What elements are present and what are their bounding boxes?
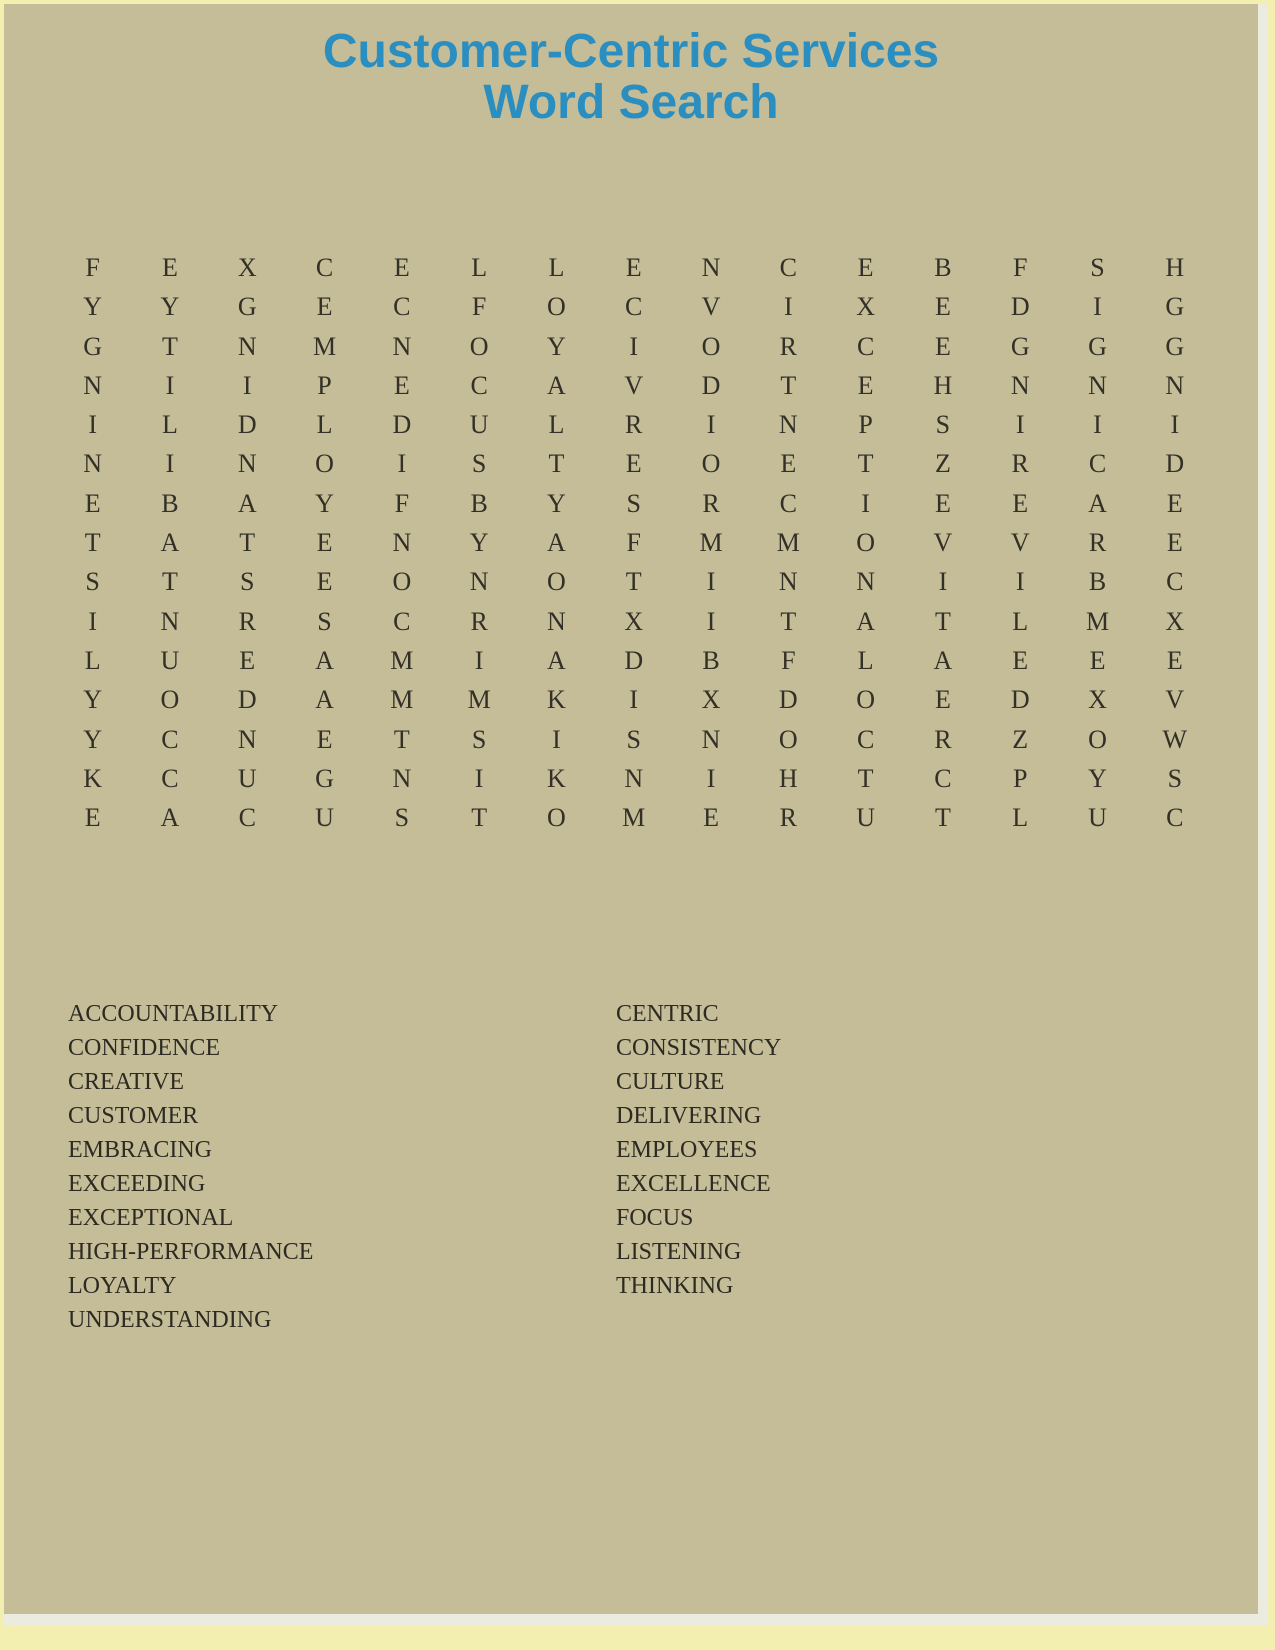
- grid-letter: N: [856, 567, 875, 597]
- title-line-2: Word Search: [483, 76, 779, 129]
- grid-letter: I: [397, 449, 407, 479]
- grid-letter: O: [1088, 724, 1107, 754]
- grid-letter: S: [471, 449, 487, 479]
- grid-row: [54, 327, 1214, 366]
- grid-letter: A: [160, 803, 180, 833]
- grid-letter: T: [239, 528, 256, 558]
- grid-letter: N: [83, 449, 103, 479]
- grid-letter: U: [856, 803, 875, 833]
- grid-letter: T: [625, 567, 642, 597]
- grid-letter: C: [470, 370, 488, 400]
- grid-letter: C: [161, 763, 179, 793]
- grid-letter: E: [934, 331, 951, 361]
- grid-letter: O: [392, 567, 412, 597]
- grid-letter: G: [1088, 331, 1107, 361]
- grid-letter: E: [857, 253, 874, 282]
- grid-letter: N: [392, 763, 412, 793]
- grid-letter: N: [547, 606, 566, 636]
- grid-letter: I: [629, 685, 639, 715]
- grid-letter: R: [779, 331, 797, 361]
- word-list-item: ACCOUNTABILITY: [68, 1001, 279, 1027]
- grid-letter: G: [1165, 292, 1185, 322]
- grid-letter: U: [237, 763, 257, 793]
- grid-letter: F: [471, 292, 487, 322]
- grid-letter: I: [88, 606, 97, 636]
- grid-letter: K: [83, 763, 103, 793]
- word-list-item: HIGH-PERFORMANCE: [68, 1239, 314, 1265]
- grid-letter: S: [471, 724, 487, 754]
- grid-letter: L: [1012, 606, 1029, 636]
- grid-letter: C: [315, 253, 334, 282]
- grid-letter: S: [240, 567, 255, 597]
- grid-letter: M: [1085, 606, 1110, 636]
- grid-letter: I: [706, 567, 716, 597]
- grid-letter: D: [237, 410, 257, 440]
- grid-letter: V: [1165, 685, 1185, 715]
- grid-row: [54, 602, 1214, 641]
- grid-letter: I: [783, 292, 793, 322]
- word-list-item: CENTRIC: [616, 1001, 719, 1027]
- grid-letter: N: [237, 724, 257, 754]
- grid-letter: C: [161, 724, 179, 754]
- worksheet-page: [4, 4, 1268, 1626]
- grid-letter: F: [781, 645, 796, 675]
- grid-letter: R: [1011, 449, 1029, 479]
- grid-letter: C: [779, 488, 797, 518]
- grid-letter: B: [702, 645, 720, 675]
- grid-letter: E: [934, 685, 951, 715]
- grid-letter: B: [1088, 567, 1107, 597]
- grid-letter: T: [84, 528, 101, 558]
- grid-letter: I: [474, 645, 484, 675]
- grid-row: [54, 248, 1214, 287]
- grid-letter: O: [547, 292, 566, 322]
- grid-letter: D: [1165, 449, 1185, 479]
- word-list: [68, 997, 1168, 1337]
- grid-letter: E: [934, 292, 951, 322]
- grid-letter: R: [779, 803, 797, 833]
- grid-letter: C: [856, 331, 875, 361]
- grid-letter: A: [315, 645, 334, 675]
- grid-letter: D: [237, 685, 257, 715]
- grid-row: [54, 484, 1214, 523]
- grid-letter: N: [778, 567, 798, 597]
- grid-letter: I: [938, 567, 948, 597]
- grid-letter: D: [701, 370, 721, 400]
- grid-letter: H: [933, 370, 953, 400]
- grid-letter: G: [315, 763, 334, 793]
- grid-letter: U: [1088, 803, 1107, 833]
- grid-letter: T: [857, 449, 874, 479]
- grid-letter: D: [1010, 292, 1030, 322]
- grid-letter: O: [701, 331, 721, 361]
- grid-letter: I: [165, 370, 175, 400]
- grid-letter: D: [624, 645, 644, 675]
- grid-letter: L: [548, 253, 565, 282]
- grid-letter: X: [701, 685, 721, 715]
- grid-letter: E: [316, 292, 333, 322]
- grid-letter: F: [626, 528, 641, 558]
- grid-letter: I: [552, 724, 561, 754]
- grid-letter: S: [935, 410, 951, 440]
- word-list-item: CONSISTENCY: [616, 1035, 782, 1061]
- grid-letter: E: [780, 449, 797, 479]
- grid-letter: E: [703, 803, 719, 833]
- grid-letter: T: [162, 331, 178, 361]
- grid-row: [54, 444, 1214, 483]
- grid-letter: E: [625, 449, 642, 479]
- grid-letter: E: [393, 253, 410, 282]
- grid-letter: T: [934, 803, 951, 833]
- grid-letter: Z: [1012, 724, 1029, 754]
- word-list-item: CUSTOMER: [68, 1103, 199, 1129]
- word-list-item: DELIVERING: [616, 1103, 762, 1129]
- grid-letter: A: [1088, 488, 1107, 518]
- grid-letter: F: [1012, 253, 1028, 282]
- grid-letter: Y: [1088, 763, 1107, 793]
- grid-letter: I: [1093, 410, 1102, 440]
- grid-letter: T: [857, 763, 874, 793]
- grid-letter: N: [237, 331, 257, 361]
- grid-row: [54, 680, 1214, 719]
- grid-row: [54, 720, 1214, 759]
- grid-letter: I: [88, 410, 97, 440]
- grid-letter: N: [160, 606, 180, 636]
- grid-letter: N: [701, 253, 721, 282]
- grid-letter: T: [548, 449, 565, 479]
- grid-letter: M: [776, 528, 800, 558]
- word-list-item: FOCUS: [616, 1205, 694, 1231]
- grid-letter: E: [1166, 645, 1183, 675]
- grid-letter: N: [392, 331, 412, 361]
- grid-letter: C: [779, 253, 797, 282]
- grid-letter: N: [469, 567, 489, 597]
- grid-letter: V: [933, 528, 953, 558]
- grid-letter: E: [316, 724, 333, 754]
- grid-letter: D: [778, 685, 798, 715]
- grid-letter: E: [1166, 488, 1183, 518]
- grid-letter: C: [934, 763, 952, 793]
- letter-grid: [54, 248, 1214, 837]
- page-title: [4, 26, 1258, 128]
- grid-letter: B: [934, 253, 952, 282]
- grid-letter: L: [857, 645, 874, 675]
- grid-letter: R: [470, 606, 488, 636]
- grid-letter: U: [160, 645, 180, 675]
- grid-letter: T: [471, 803, 488, 833]
- grid-letter: T: [162, 567, 178, 597]
- grid-letter: Z: [934, 449, 951, 479]
- grid-letter: K: [547, 685, 566, 715]
- grid-row: [54, 287, 1214, 326]
- grid-letter: A: [933, 645, 953, 675]
- grid-letter: E: [1089, 645, 1106, 675]
- word-list-item: EXCEPTIONAL: [68, 1205, 234, 1231]
- grid-letter: O: [547, 567, 566, 597]
- grid-letter: I: [242, 370, 252, 400]
- grid-letter: P: [858, 410, 873, 440]
- word-list-item: CONFIDENCE: [68, 1035, 221, 1061]
- word-list-item: EMPLOYEES: [616, 1137, 758, 1163]
- grid-letter: N: [624, 763, 644, 793]
- grid-letter: O: [856, 528, 875, 558]
- grid-letter: I: [706, 410, 716, 440]
- grid-letter: I: [861, 488, 870, 518]
- grid-letter: W: [1162, 724, 1188, 754]
- grid-letter: Y: [160, 292, 180, 322]
- grid-letter: O: [160, 685, 180, 715]
- word-list-item: CULTURE: [616, 1069, 725, 1095]
- grid-letter: R: [934, 724, 952, 754]
- word-list-item: EXCELLENCE: [616, 1171, 771, 1197]
- grid-letter: D: [1010, 685, 1030, 715]
- grid-letter: L: [84, 645, 101, 675]
- grid-letter: S: [1090, 253, 1105, 282]
- grid-letter: L: [162, 410, 178, 440]
- grid-letter: M: [390, 645, 414, 675]
- grid-letter: Y: [83, 724, 103, 754]
- word-list-item: LISTENING: [616, 1239, 742, 1265]
- grid-letter: L: [548, 410, 565, 440]
- grid-letter: U: [315, 803, 334, 833]
- grid-letter: V: [1010, 528, 1030, 558]
- grid-letter: P: [1012, 763, 1028, 793]
- grid-letter: M: [312, 331, 337, 361]
- grid-letter: N: [83, 370, 103, 400]
- grid-letter: E: [84, 488, 101, 518]
- grid-letter: A: [547, 645, 566, 675]
- grid-letter: O: [701, 449, 721, 479]
- grid-letter: A: [160, 528, 180, 558]
- grid-letter: G: [1165, 331, 1185, 361]
- grid-letter: V: [624, 370, 644, 400]
- grid-letter: E: [857, 370, 874, 400]
- grid-letter: O: [547, 803, 566, 833]
- grid-letter: N: [237, 449, 257, 479]
- grid-letter: O: [778, 724, 798, 754]
- grid-letter: S: [317, 606, 332, 636]
- grid-letter: C: [856, 724, 875, 754]
- grid-letter: Y: [83, 685, 103, 715]
- grid-letter: I: [1015, 410, 1025, 440]
- grid-letter: X: [624, 606, 644, 636]
- grid-letter: N: [778, 410, 798, 440]
- grid-letter: S: [394, 803, 410, 833]
- grid-row: [54, 523, 1214, 562]
- grid-letter: N: [392, 528, 412, 558]
- grid-letter: G: [1010, 331, 1030, 361]
- grid-letter: H: [1165, 253, 1185, 282]
- grid-letter: I: [474, 763, 484, 793]
- grid-letter: M: [699, 528, 723, 558]
- grid-letter: M: [390, 685, 414, 715]
- grid-letter: C: [625, 292, 643, 322]
- grid-letter: I: [1170, 410, 1180, 440]
- grid-letter: O: [856, 685, 875, 715]
- grid-letter: L: [316, 410, 333, 440]
- grid-letter: V: [701, 292, 721, 322]
- grid-letter: X: [237, 253, 257, 282]
- grid-letter: C: [1166, 803, 1184, 833]
- grid-letter: S: [85, 567, 100, 597]
- grid-letter: R: [238, 606, 256, 636]
- grid-letter: B: [161, 488, 179, 518]
- grid-letter: I: [1093, 292, 1102, 322]
- word-list-item: EXCEEDING: [68, 1171, 206, 1197]
- grid-letter: A: [547, 370, 566, 400]
- grid-letter: E: [316, 567, 333, 597]
- grid-letter: E: [934, 488, 951, 518]
- grid-letter: T: [780, 606, 797, 636]
- grid-letter: S: [626, 724, 641, 754]
- grid-letter: I: [629, 331, 639, 361]
- grid-letter: I: [1015, 567, 1025, 597]
- grid-letter: O: [469, 331, 489, 361]
- title-line-1: Customer-Centric Services: [322, 25, 940, 78]
- grid-row: [54, 366, 1214, 405]
- grid-letter: E: [316, 528, 333, 558]
- grid-row: [54, 641, 1214, 680]
- grid-letter: Y: [315, 488, 334, 518]
- grid-letter: R: [625, 410, 643, 440]
- grid-row: [54, 562, 1214, 601]
- grid-letter: A: [856, 606, 875, 636]
- grid-letter: E: [1012, 645, 1029, 675]
- grid-letter: I: [706, 606, 716, 636]
- grid-letter: N: [1088, 370, 1107, 400]
- grid-letter: F: [85, 253, 100, 282]
- grid-letter: F: [394, 488, 410, 518]
- grid-letter: I: [706, 763, 716, 793]
- grid-letter: Y: [83, 292, 103, 322]
- grid-row: [54, 405, 1214, 444]
- grid-row: [54, 759, 1214, 798]
- grid-letter: H: [778, 763, 798, 793]
- grid-letter: A: [315, 685, 334, 715]
- grid-letter: U: [469, 410, 489, 440]
- grid-letter: N: [1165, 370, 1185, 400]
- grid-letter: G: [83, 331, 103, 361]
- grid-letter: T: [934, 606, 951, 636]
- grid-letter: S: [626, 488, 641, 518]
- grid-letter: P: [317, 370, 332, 400]
- grid-letter: Y: [469, 528, 489, 558]
- word-list-item: CREATIVE: [68, 1069, 184, 1095]
- grid-letter: E: [239, 645, 256, 675]
- grid-letter: C: [393, 292, 411, 322]
- grid-letter: C: [1088, 449, 1107, 479]
- grid-letter: K: [547, 763, 566, 793]
- grid-letter: M: [622, 803, 646, 833]
- grid-letter: X: [1165, 606, 1185, 636]
- word-list-item: EMBRACING: [68, 1137, 213, 1163]
- grid-row: [54, 798, 1214, 837]
- grid-letter: A: [547, 528, 566, 558]
- grid-letter: E: [625, 253, 642, 282]
- grid-letter: C: [1166, 567, 1184, 597]
- grid-letter: B: [470, 488, 488, 518]
- word-list-item: LOYALTY: [68, 1273, 177, 1299]
- grid-letter: C: [393, 606, 411, 636]
- grid-letter: X: [856, 292, 875, 322]
- grid-letter: E: [1166, 528, 1183, 558]
- grid-letter: R: [1088, 528, 1107, 558]
- grid-letter: S: [1167, 763, 1183, 793]
- grid-letter: Y: [547, 331, 566, 361]
- grid-letter: L: [471, 253, 488, 282]
- grid-letter: G: [237, 292, 257, 322]
- grid-letter: A: [237, 488, 257, 518]
- grid-letter: R: [702, 488, 720, 518]
- grid-letter: L: [1012, 803, 1029, 833]
- grid-letter: D: [392, 410, 412, 440]
- grid-letter: C: [238, 803, 256, 833]
- grid-letter: E: [1012, 488, 1029, 518]
- grid-letter: E: [84, 803, 101, 833]
- grid-letter: T: [780, 370, 797, 400]
- grid-letter: I: [165, 449, 175, 479]
- word-list-item: UNDERSTANDING: [68, 1307, 272, 1333]
- grid-letter: Y: [547, 488, 566, 518]
- grid-letter: X: [1088, 685, 1107, 715]
- grid-letter: N: [701, 724, 721, 754]
- grid-letter: O: [315, 449, 334, 479]
- grid-letter: M: [467, 685, 491, 715]
- grid-letter: E: [393, 370, 410, 400]
- grid-letter: N: [1010, 370, 1030, 400]
- grid-letter: T: [393, 724, 410, 754]
- grid-letter: E: [162, 253, 178, 282]
- word-list-item: THINKING: [616, 1273, 734, 1299]
